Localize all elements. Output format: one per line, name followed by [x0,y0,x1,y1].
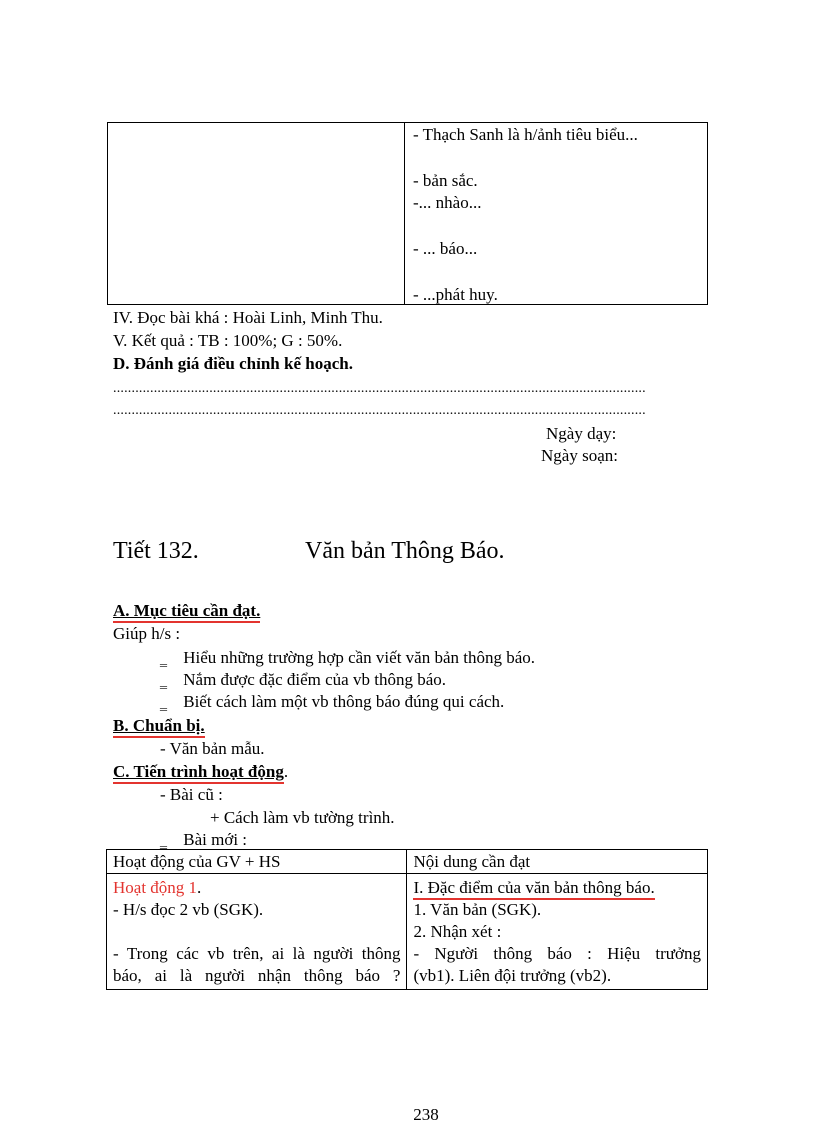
top-table-left-cell [108,123,405,305]
top-table-line: -... nhào... [413,193,482,212]
top-table-line: - bản sắc. [413,171,478,190]
list-item-text: Hiểu những trường hợp cần viết văn bản thông báo. [183,648,536,667]
section-c-heading [113,762,288,782]
top-table-line: - ...phát huy. [413,285,498,304]
lesson-number: Tiết 132. [113,538,199,564]
activity-right-cell [407,874,708,990]
dash-bullet-icon: ‗ [160,674,167,689]
section-c-heading-tail: . [283,762,289,781]
table-header-right: Nội dung cần đạt [407,850,708,874]
section-a-intro: Giúp h/s : [113,624,181,643]
section-b-heading [113,716,205,736]
table-header-left: Hoạt động của GV + HS [107,850,407,874]
ngay-soan-label: Ngày soạn: [541,446,618,465]
content-line2: 2. Nhận xét : [413,922,502,941]
activity-left-line2a: - Trong các vb trên, ai là người thông [113,944,401,963]
activity-label-text: Hoạt động 1 [113,878,198,897]
content-line3a: - Người thông báo : Hiệu trưởng [413,944,701,963]
bai-cu-item: + Cách làm vb tường trình. [210,808,395,827]
section-c-heading-text: C. Tiến trình hoạt động [113,762,284,784]
dotted-line-1: ................................................................................................................................................ [113,381,646,396]
top-table-line: - ... báo... [413,239,478,258]
content-heading-text: I. Đặc điểm của văn bản thông báo. [413,878,654,900]
top-table-line: - Thạch Sanh là h/ảnh tiêu biểu... [413,125,638,144]
activity-table [106,849,708,990]
section-b-item: - Văn bản mẫu. [160,739,265,758]
content-line3b: (vb1). Liên đội trưởng (vb2). [413,966,612,985]
dash-bullet-icon: ‗ [160,696,167,711]
content-line1: 1. Văn bản (SGK). [413,900,542,919]
list-item [160,648,535,670]
section-v: V. Kết quả : TB : 100%; G : 50%. [113,331,343,350]
page-number: 238 [413,1105,439,1124]
list-item [160,670,446,692]
dotted-line-2: ................................................................................................................................................ [113,403,646,418]
activity-label [113,877,400,899]
activity-left-line2b: báo, ai là người nhận thông báo ? [113,966,401,985]
section-d-heading: D. Đánh giá điều chỉnh kế hoạch. [113,354,353,373]
dash-bullet-icon: ‗ [160,652,167,667]
activity-left-cell [107,874,407,990]
section-a-heading [113,601,260,621]
top-table [107,122,708,305]
bai-cu-label: - Bài cũ : [160,785,223,804]
section-iv: IV. Đọc bài khá : Hoài Linh, Minh Thu. [113,308,383,327]
activity-label-tail: . [197,878,202,897]
list-item [160,692,504,714]
section-a-heading-text: A. Mục tiêu cần đạt. [113,601,260,623]
ngay-day-label: Ngày dạy: [546,424,617,443]
lesson-title: Văn bản Thông Báo. [305,538,505,564]
list-item-text: Biết cách làm một vb thông báo đúng qui cách. [183,692,505,711]
content-heading [413,877,701,899]
activity-left-line1: - H/s đọc 2 vb (SGK). [113,900,264,919]
top-table-right-cell [404,123,708,305]
section-b-heading-text: B. Chuẩn bị. [113,716,205,738]
list-item-text: Nắm được đặc điểm của vb thông báo. [183,670,446,689]
bai-moi-text: Bài mới : [183,830,248,849]
dash-bullet-icon: ‗ [160,834,167,849]
